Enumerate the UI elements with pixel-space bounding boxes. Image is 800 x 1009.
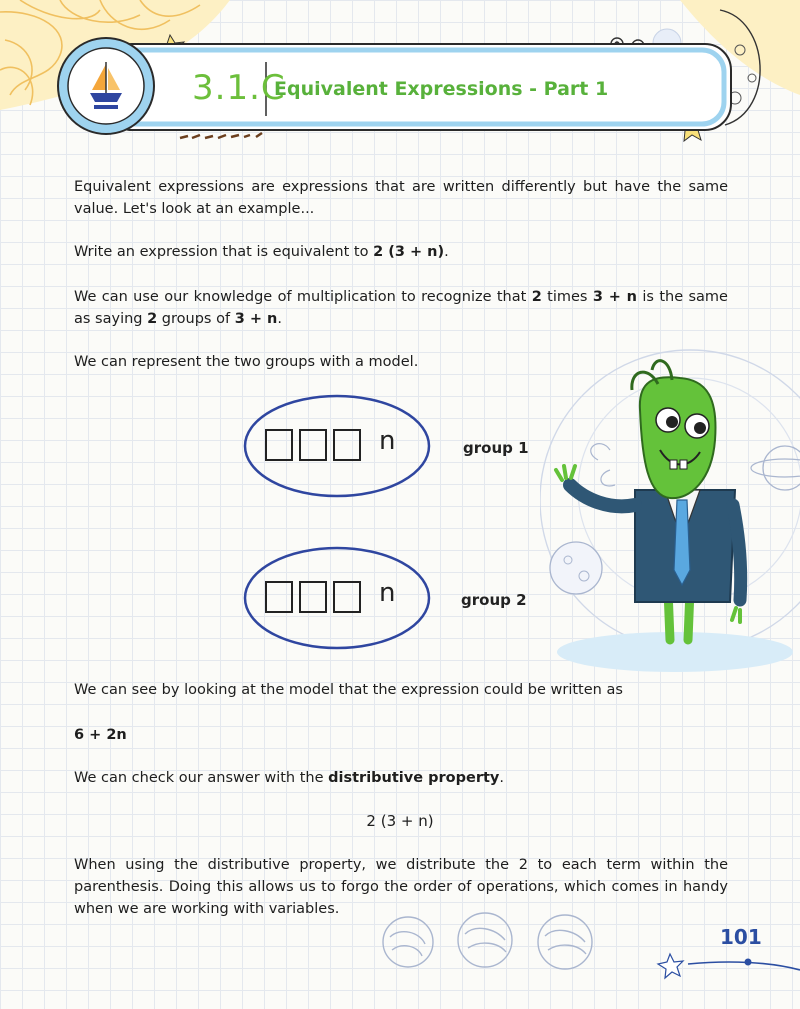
center-expression: 2 (3 + n) [366, 812, 434, 830]
knowledge-suffix: . [277, 311, 282, 327]
task-text: Write an expression that is equivalent to [74, 244, 374, 260]
group-2-variable: n [379, 578, 396, 608]
check-text: We can check our answer with the [74, 770, 329, 786]
intro-paragraph: Equivalent expressions are expressions that are written differently but have the same value. Let's look at an example... [74, 179, 728, 217]
unit-square-2b [300, 582, 326, 612]
group-1-oval [240, 390, 435, 502]
knowledge-text-e: is the same as saying [74, 289, 728, 327]
page-number: 101 [720, 925, 762, 949]
check-paragraph [74, 767, 728, 789]
page-title: Equivalent Expressions - Part 1 [274, 78, 609, 100]
group-1-variable: n [379, 426, 396, 456]
see-model-paragraph: We can see by looking at the model that the expression could be written as [74, 682, 623, 698]
task-suffix: . [444, 244, 449, 260]
unit-square-1c [334, 430, 360, 460]
knowledge-text-a: We can use our knowledge of multiplication to recognize that [74, 289, 532, 305]
knowledge-number-a: 2 [531, 289, 542, 305]
knowledge-number-b: 2 [147, 311, 158, 327]
task-paragraph [74, 241, 728, 263]
unit-square-1b [300, 430, 326, 460]
model-intro-paragraph: We can represent the two groups with a model. [74, 354, 419, 370]
footer-planets [370, 912, 800, 992]
knowledge-paragraph [74, 286, 728, 330]
group-2-label: group 2 [461, 591, 527, 609]
group-1-label: group 1 [463, 439, 529, 457]
distributive-property-term: distributive property [328, 770, 500, 786]
knowledge-text-g: groups of [157, 311, 235, 327]
group-2-oval [240, 542, 435, 654]
knowledge-expr-a: 3 + n [592, 289, 637, 305]
knowledge-text-c: times [541, 289, 593, 305]
distribute-paragraph: When using the distributive property, we distribute the 2 to each term within the parenthesis. Doing this allows us to forgo the order of operations, which comes in handy when we are working with variables. [74, 857, 728, 917]
knowledge-expr-b: 3 + n [234, 311, 278, 327]
check-suffix: . [499, 770, 504, 786]
unit-square-2a [266, 582, 292, 612]
unit-square-2c [334, 582, 360, 612]
alien-illustration [540, 340, 800, 680]
module-code: 3.1.C [192, 68, 286, 108]
unit-square-1a [266, 430, 292, 460]
task-expression: 2 (3 + n) [373, 244, 445, 260]
answer-expression: 6 + 2n [74, 727, 127, 743]
